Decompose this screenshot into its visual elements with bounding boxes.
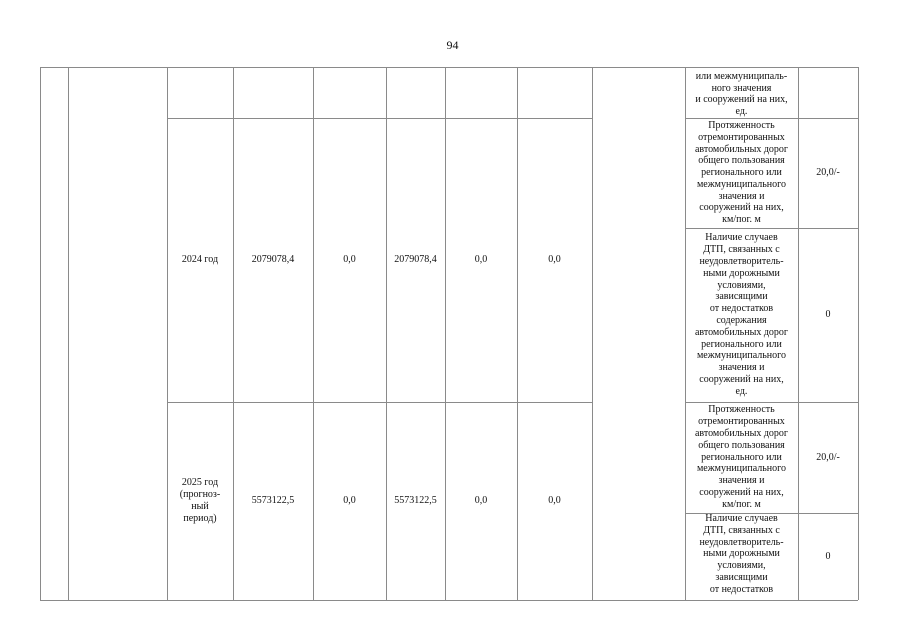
table-divider (68, 67, 69, 600)
indicator-text: Протяженность отремонтированных автомобильных дорог общего пользования регионального или межмуниципального значения и сооружений на них, км/пог. м (694, 119, 789, 226)
table-divider (592, 67, 593, 600)
indicator-text: Протяженность отремонтированных автомобильных дорог общего пользования регионального или межмуниципального значения и сооружений на них, км/пог. м (694, 404, 789, 510)
table-border-bottom (40, 600, 858, 601)
indicator-value: 0 (825, 550, 831, 562)
table-border-right (858, 67, 859, 600)
amount-cell: 0,0 (343, 254, 356, 266)
indicator-name (685, 228, 798, 402)
indicator-value: 20,0/- (816, 451, 840, 463)
year-cell: 2024 год (181, 254, 219, 266)
indicator-name (685, 513, 798, 600)
budget-table (40, 67, 858, 600)
indicator-value: 20,0/- (816, 167, 840, 179)
indicator-name (685, 402, 798, 513)
page-number: 94 (446, 38, 459, 52)
indicator-name-continued (685, 67, 798, 118)
amount-cell: 0,0 (343, 495, 356, 507)
indicator-text: Наличие случаев ДТП, связанных с неудовлетворитель- ными дорожными условиями, зависящими от недостатков (699, 513, 784, 595)
total-cell: 5573122,5 (251, 495, 295, 507)
amount-cell: 0,0 (548, 495, 561, 507)
total-cell: 2079078,4 (251, 254, 295, 266)
indicator-value: 0 (825, 309, 831, 321)
year-cell: 2025 год (прогноз- ный период) (179, 477, 221, 524)
table-border-left (40, 67, 41, 600)
amount-cell: 0,0 (474, 495, 488, 507)
indicator-text: Наличие случаев ДТП, связанных с неудовлетворитель- ными дорожными условиями, зависящими от недостатков содержания автомобильных дорог регионального или межмуниципального значения и сооружений на них, ед. (694, 232, 789, 397)
indicator-name (685, 118, 798, 228)
amount-cell: 0,0 (548, 254, 561, 266)
amount-cell: 5573122,5 (394, 495, 437, 507)
amount-cell: 2079078,4 (394, 254, 437, 266)
indicator-text: или межмуниципаль- ного значения и сооружений на них, ед. (695, 70, 788, 118)
amount-cell: 0,0 (474, 254, 488, 266)
